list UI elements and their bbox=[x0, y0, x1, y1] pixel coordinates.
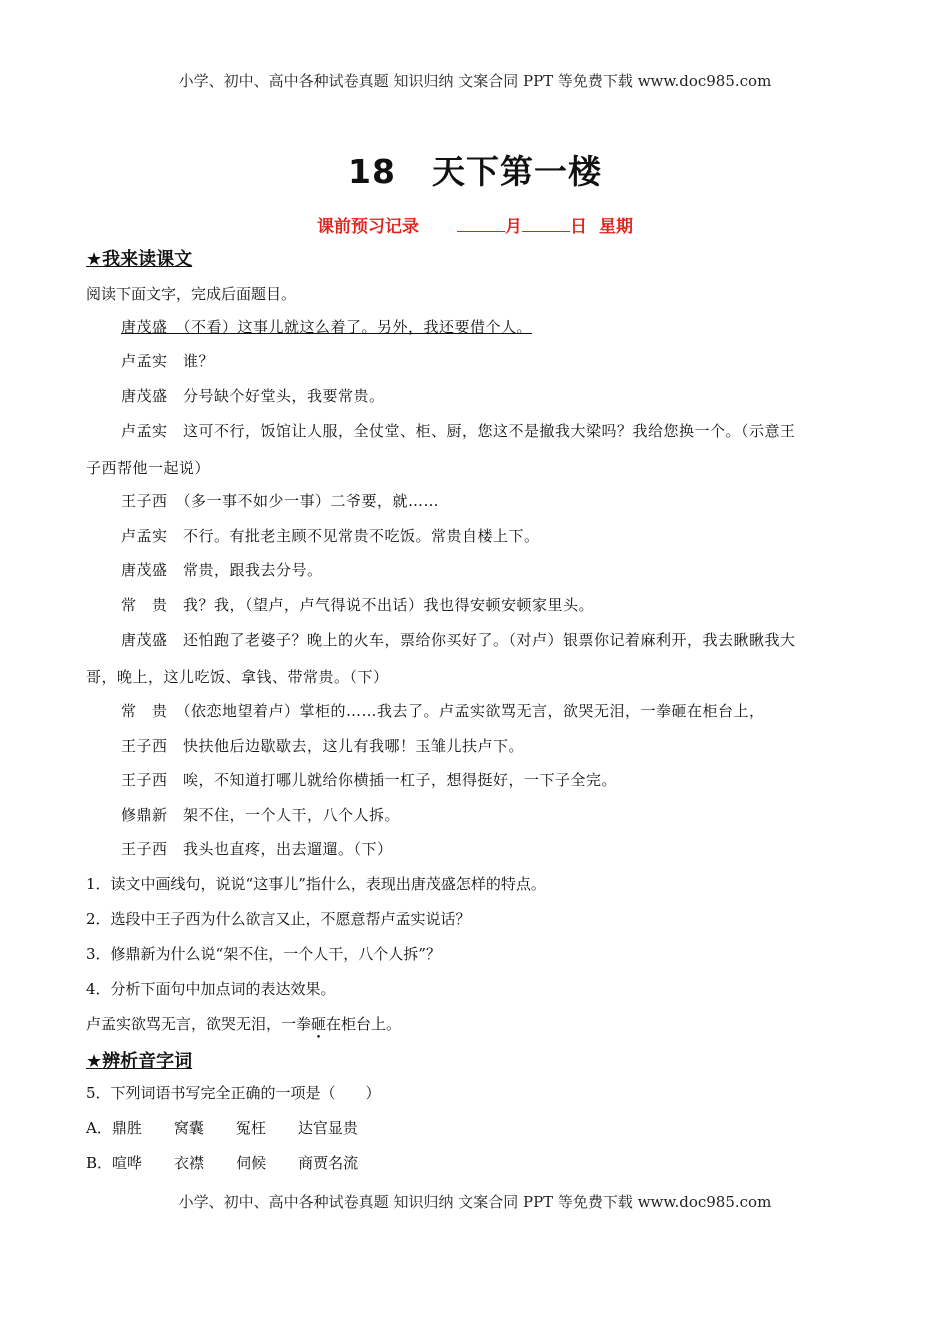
line-text: 我？我，（望卢，卢气得说不出话）我也得安顿安顿家里头。 bbox=[183, 596, 595, 614]
dialogue-line bbox=[121, 525, 540, 546]
option-b: B．喧哗 衣襟 伺候 商贾名流 bbox=[86, 1154, 359, 1172]
speaker: 唐茂盛 bbox=[121, 318, 168, 336]
page-header: 小学、初中、高中各种试卷真题 知识归纳 文案合同 PPT 等免费下载 www.doc985.com bbox=[178, 72, 772, 90]
line-text: 快扶他后边歇歇去，这儿有我哪！玉雏儿扶卢下。 bbox=[183, 737, 525, 755]
preview-record-line bbox=[0, 212, 950, 237]
line-text: （依恋地望着卢）掌柜的……我去了。卢孟实欲骂无言，欲哭无泪，一拳砸在柜台上， bbox=[183, 702, 765, 720]
preview-label: 课前预习记录 bbox=[317, 217, 419, 237]
question-5: 5．下列词语书写完全正确的一项是（ ） bbox=[86, 1084, 381, 1102]
dialogue-continuation: 子西帮他一起说） bbox=[86, 459, 211, 477]
question-3: 3．修鼎新为什么说“架不住，一个人干，八个人拆”？ bbox=[86, 945, 441, 963]
line-text: 不行。有批老主顾不见常贵不吃饭。常贵自楼上下。 bbox=[183, 527, 540, 545]
instruction: 阅读下面文字，完成后面题目。 bbox=[86, 285, 297, 303]
line-text: （不看）这事儿就这么着了。另外，我还要借个人。 bbox=[183, 318, 533, 336]
dialogue-line bbox=[121, 316, 532, 337]
dialogue-line bbox=[121, 838, 393, 859]
speaker: 唐茂盛 bbox=[121, 561, 168, 579]
speaker: 常 贵 bbox=[121, 596, 168, 614]
day-label: 日 bbox=[570, 217, 587, 237]
line-text: （多一事不如少一事）二爷要，就…… bbox=[183, 492, 440, 510]
question-4: 4．分析下面句中加点词的表达效果。 bbox=[86, 980, 336, 998]
line-text: 常贵，跟我去分号。 bbox=[183, 561, 323, 579]
line-text: 这可不行，饭馆让人服，全仗堂、柜、厨，您这不是撤我大梁吗？我给您换一个。（示意王 bbox=[183, 422, 796, 440]
option-a: A．鼎胜 窝囊 冤枉 达官显贵 bbox=[86, 1119, 358, 1137]
month-label: 月 bbox=[505, 217, 522, 237]
speaker: 卢孟实 bbox=[121, 422, 168, 440]
dialogue-continuation: 哥，晚上，这儿吃饭、拿钱、带常贵。（下） bbox=[86, 668, 389, 686]
speaker: 修鼎新 bbox=[121, 806, 168, 824]
line-text: 我头也直疼，出去遛遛。（下） bbox=[183, 840, 393, 858]
speaker: 唐茂盛 bbox=[121, 631, 168, 649]
dialogue-line bbox=[121, 490, 439, 511]
line-text: 谁？ bbox=[183, 352, 215, 370]
question-2: 2．选段中王子西为什么欲言又止，不愿意帮卢孟实说话？ bbox=[86, 910, 471, 928]
dialogue-line bbox=[121, 385, 385, 406]
speaker: 王子西 bbox=[121, 840, 168, 858]
section-read-text: ★我来读课文 bbox=[86, 249, 193, 270]
lesson-number: 18 bbox=[348, 152, 396, 191]
page-footer: 小学、初中、高中各种试卷真题 知识归纳 文案合同 PPT 等免费下载 www.doc985.com bbox=[178, 1193, 772, 1211]
dialogue-line bbox=[121, 559, 323, 580]
dialogue-line bbox=[121, 350, 214, 371]
section-word-analysis: ★辨析音字词 bbox=[86, 1051, 193, 1072]
dialogue-line bbox=[121, 769, 617, 790]
dialogue-line bbox=[121, 629, 796, 650]
lesson-title: 天下第一楼 bbox=[431, 152, 602, 191]
speaker: 常 贵 bbox=[121, 702, 168, 720]
speaker: 卢孟实 bbox=[121, 527, 168, 545]
dialogue-line bbox=[121, 700, 765, 721]
speaker: 王子西 bbox=[121, 737, 168, 755]
dialogue-line bbox=[121, 804, 400, 825]
month-blank bbox=[457, 217, 505, 232]
speaker: 卢孟实 bbox=[121, 352, 168, 370]
day-blank bbox=[522, 217, 570, 232]
speaker: 王子西 bbox=[121, 771, 168, 789]
dotted-word: 砸 bbox=[311, 1015, 327, 1033]
speaker: 唐茂盛 bbox=[121, 387, 168, 405]
dialogue-line bbox=[121, 420, 796, 441]
dialogue-line bbox=[121, 735, 524, 756]
line-text: 唉，不知道打哪儿就给你横插一杠子，想得挺好，一下子全完。 bbox=[183, 771, 618, 789]
line-text: 分号缺个好堂头，我要常贵。 bbox=[183, 387, 385, 405]
line-text: 还怕跑了老婆子？晚上的火车，票给你买好了。（对卢）银票你记着麻利开，我去瞅瞅我大 bbox=[183, 631, 796, 649]
speaker: 王子西 bbox=[121, 492, 168, 510]
dialogue-line bbox=[121, 594, 594, 615]
line-text: 架不住，一个人干，八个人拆。 bbox=[183, 806, 401, 824]
week-label: 星期 bbox=[599, 217, 633, 237]
question-1: 1．读文中画线句，说说“这事儿”指什么，表现出唐茂盛怎样的特点。 bbox=[86, 875, 546, 893]
question-4-sentence: 卢孟实欲骂无言，欲哭无泪，一拳砸在柜台上。 bbox=[86, 1015, 402, 1033]
page-title bbox=[0, 146, 950, 193]
